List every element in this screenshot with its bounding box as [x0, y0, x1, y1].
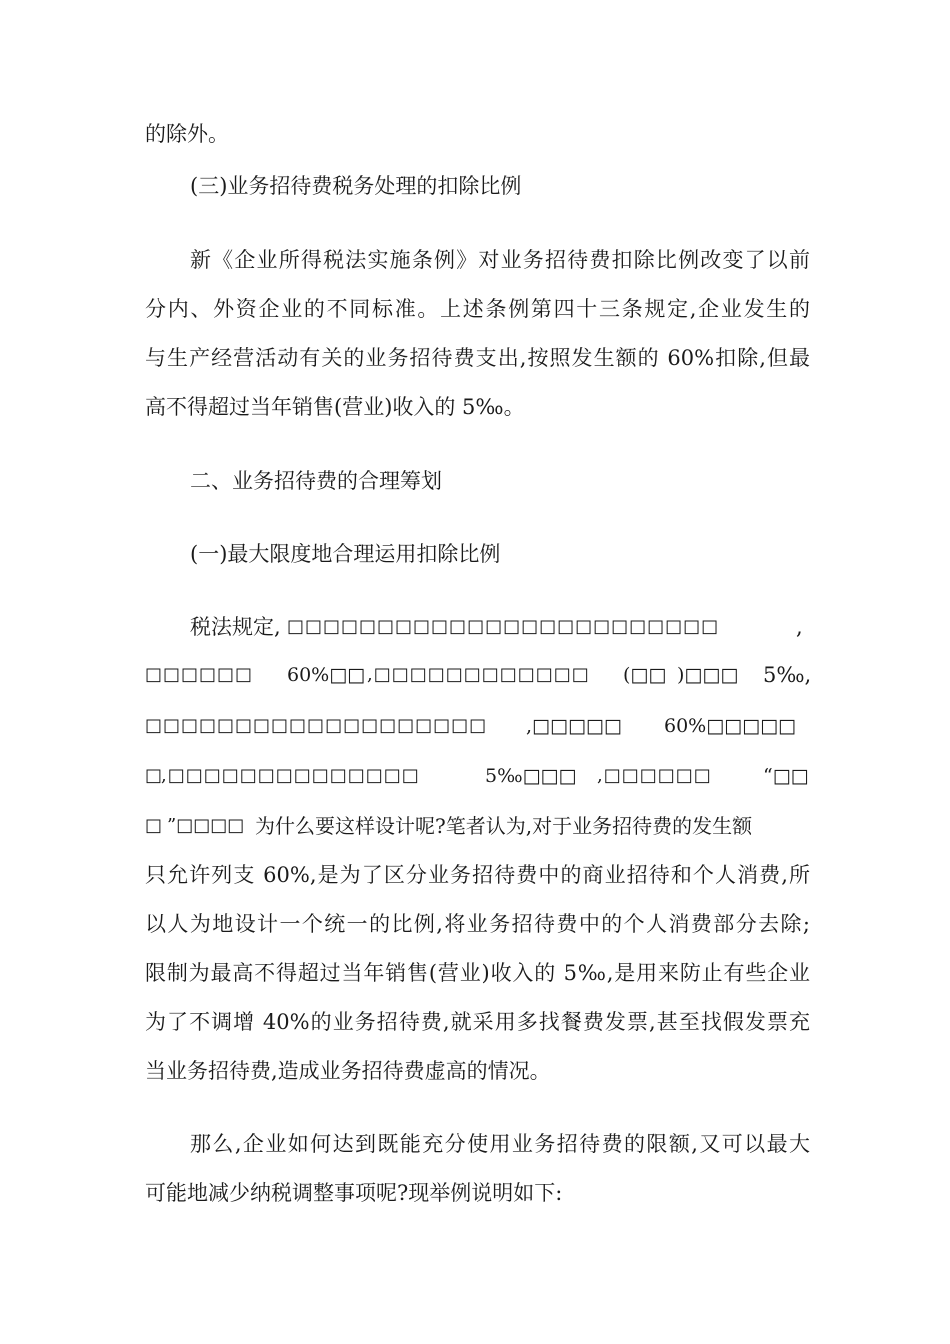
text-segment: ,□□□□□□: [597, 765, 712, 786]
text-line: 以人为地设计一个统一的比例,将业务招待费中的个人消费部分去除;: [145, 912, 810, 936]
text-line: 新《企业所得税法实施条例》对业务招待费扣除比例改变了以前: [190, 248, 810, 272]
text-segment: “□□: [763, 765, 809, 787]
garbled-line-5: [145, 812, 810, 840]
text-segment: □□□□□□: [145, 664, 254, 685]
text-segment: 5‰,: [763, 663, 812, 687]
text-line: 限制为最高不得超过当年销售(营业)收入的 5‰,是用来防止有些企业: [145, 961, 810, 985]
text-line: 的除外。: [145, 122, 229, 146]
text-segment: )□□□: [677, 664, 739, 686]
section-heading: (一)最大限度地合理运用扣除比例: [190, 542, 501, 566]
section-heading: 二、业务招待费的合理筹划: [190, 469, 442, 493]
text-segment: 60%□□□□□: [664, 715, 796, 737]
garbled-line-4: [145, 762, 810, 790]
text-line: 只允许列支 60%,是为了区分业务招待费中的商业招待和个人消费,所: [145, 863, 810, 887]
text-segment: ”□□□□: [167, 815, 245, 836]
text-segment: □□□□□□□□□□□□□□□□□□□: [145, 715, 488, 736]
text-segment: 60%□□: [287, 664, 366, 686]
text-segment: □: [145, 765, 163, 786]
text-segment: 为什么要这样设计呢?笔者认为,对于业务招待费的发生额: [255, 814, 753, 838]
text-segment: ,□□□□□: [526, 715, 622, 737]
text-segment: □□□□□□□□□□□□□□□□□□□□□□□□: [287, 616, 720, 637]
text-segment: □: [145, 815, 163, 836]
text-segment: 5‰□□□: [485, 765, 577, 787]
text-line: 分内、外资企业的不同标准。上述条例第四十三条规定,企业发生的: [145, 297, 810, 321]
text-line: 为了不调增 40%的业务招待费,就采用多找餐费发票,甚至找假发票充: [145, 1010, 810, 1034]
text-line: 与生产经营活动有关的业务招待费支出,按照发生额的 60%扣除,但最: [145, 346, 810, 370]
text-line: 那么,企业如何达到既能充分使用业务招待费的限额,又可以最大: [190, 1132, 810, 1156]
text-segment: 税法规定,: [190, 615, 281, 639]
text-line: 高不得超过当年销售(营业)收入的 5‰。: [145, 395, 525, 419]
garbled-line-3: [145, 712, 810, 740]
text-line: 可能地减少纳税调整事项呢?现举例说明如下:: [145, 1181, 563, 1205]
text-segment: (□□: [623, 664, 667, 686]
text-segment: ,: [796, 615, 803, 639]
section-heading: (三)业务招待费税务处理的扣除比例: [190, 174, 522, 198]
garbled-line-2: [145, 661, 810, 689]
text-segment: ,□□□□□□□□□□□□: [367, 664, 590, 685]
text-segment: ,□□□□□□□□□□□□□□: [161, 765, 420, 786]
text-line: 当业务招待费,造成业务招待费虚高的情况。: [145, 1059, 551, 1083]
garbled-line-1: [190, 613, 810, 641]
